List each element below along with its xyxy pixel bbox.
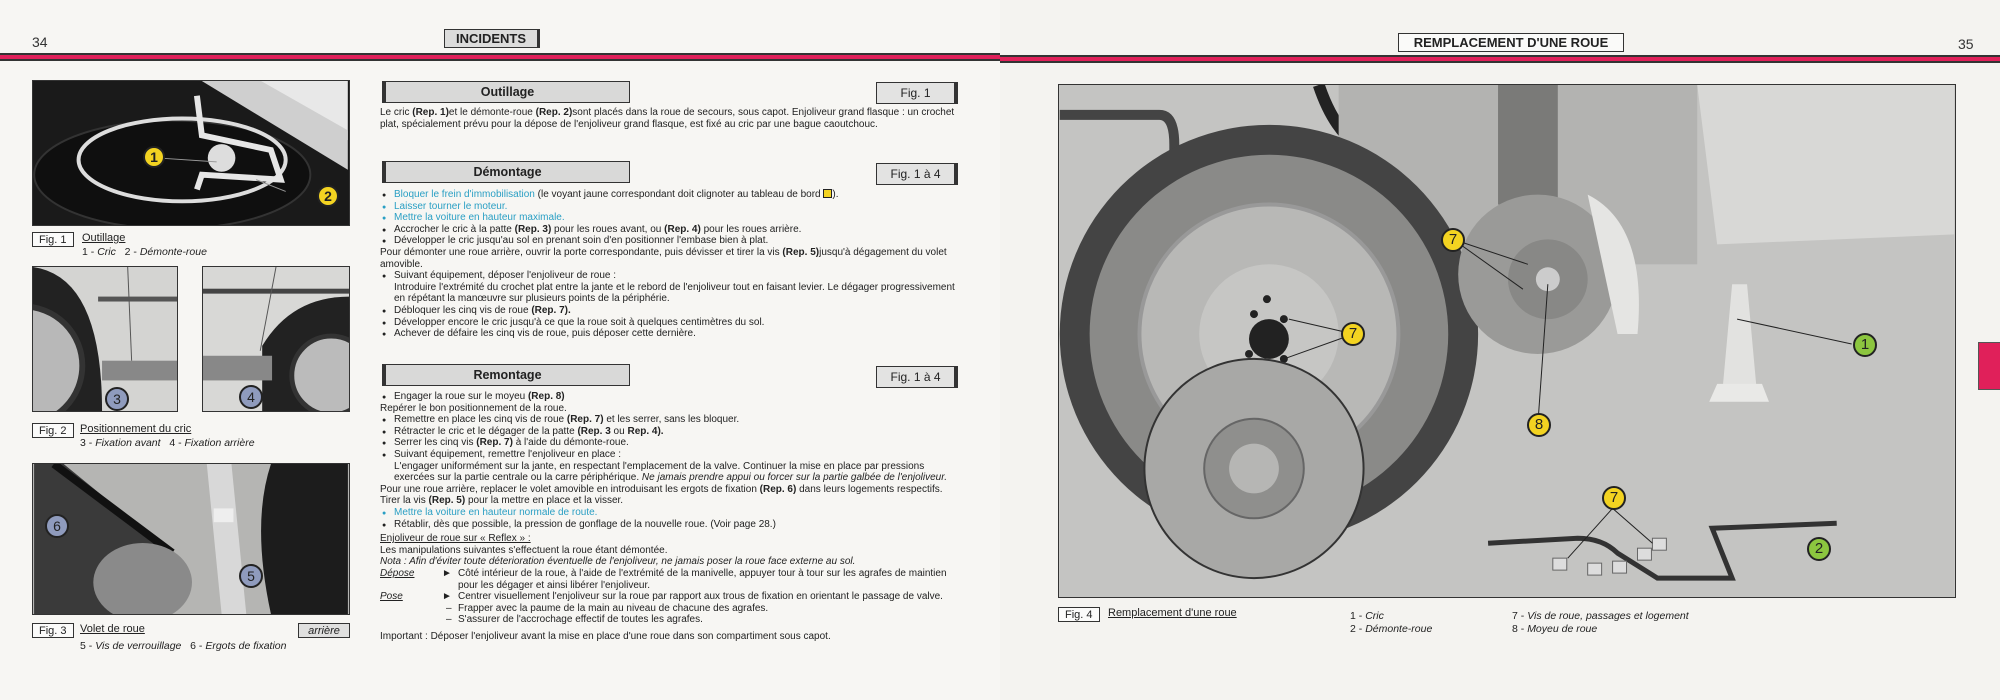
demontage-text: ● Bloquer le frein d'immobilisation (le voyant jaune correspondant doit clignoter au tableau de bord ). ● Laisser tourner le moteur. ● Mettre la voiture en hauteur maximale. ● Accrocher le cric à la patte (Rep. 3) pour les roues avant, ou (Rep. 4) pour les roues arrière. ● Développer le cric jusqu'au sol en prenant soin d'en positionner l'embase bien à plat. Pour démonter une roue arrière, ouvrir la porte correspondante, puis dévisser et tirer la vis (Rep. 5)jusqu'à dégagement du volet amovible. ● Suivant équipement, déposer l'enjoliveur de roue : Introduire l'extrémité du crochet plat entre la jante et le rebord de l'enjoliveur tout en faisant levier. Le dégager progressivement en répétant la manœuvre sur plusieurs points de la périphérie. ● Débloquer les cinq vis de roue (Rep. 7). ● Développer encore le cric jusqu'à ce que la roue soit à quelques centimètres du sol. ● Achever de défaire les cinq vis de roue, puis déposer cette dernière. [380,189,956,340]
section-title-demontage: Démontage [382,161,630,183]
fig2-photo-rear [202,266,350,412]
fig4-label: Fig. 4 [1058,607,1100,622]
section-thumb-tab [1978,342,2000,390]
callout-6: 6 [45,514,69,538]
caption-num: 4 - [169,437,182,449]
callout-1: 1 [1853,333,1877,357]
page-number-right: 35 [1958,36,1974,52]
callout-1: 1 [143,146,165,168]
caption-text: Fixation avant [95,437,161,449]
caption-num: 5 - [80,640,93,652]
header-rule [0,53,1000,61]
callout-3: 3 [105,387,129,411]
callout-7-hub: 7 [1441,228,1465,252]
callout-4: 4 [239,385,263,409]
fig3-title: Volet de roue [80,623,145,635]
fig1-caption [82,246,207,258]
fig3-photo [32,463,350,615]
caption-text: Fixation arrière [184,437,255,449]
section-title-remontage: Remontage [382,364,630,386]
fig3-caption [80,640,286,652]
fig4-legend-col1: 1 - Cric 2 - Démonte-roue [1350,610,1433,635]
page-number-left: 34 [32,34,48,50]
figref-outillage: Fig. 1 [876,82,958,104]
caption-text: Vis de verrouillage [95,640,182,652]
callout-8: 8 [1527,413,1551,437]
figref-remontage: Fig. 1 à 4 [876,366,958,388]
callout-2: 2 [1807,537,1831,561]
fig2-title: Positionnement du cric [80,423,192,435]
fig2-photo-front [32,266,178,412]
callout-2: 2 [317,185,339,207]
fig3-label: Fig. 3 [32,623,74,638]
fig1-title: Outillage [82,232,126,244]
callout-5: 5 [239,564,263,588]
caption-num: 3 - [80,437,93,449]
caption-text: Démonte-roue [139,246,207,258]
figref-demontage: Fig. 1 à 4 [876,163,958,185]
right-page [1000,0,2000,700]
remontage-text: ● Engager la roue sur le moyeu (Rep. 8) Repérer le bon positionnement de la roue. ● Remettre en place les cinq vis de roue (Rep. 7) et les serrer, sans les bloquer. ● Rétracter le cric et le dégager de la patte (Rep. 3 ou Rep. 4). ● Serrer les cinq vis (Rep. 7) à l'aide du démonte-roue. ● Suivant équipement, remettre l'enjoliveur en place : L'engager uniformément sur la jante, en respectant l'emplacement de la valve. Continuer la mise en place par pressions exercées sur la partie centrale ou la carre périphérique. Ne jamais prendre appui ou forcer sur la partie galbée de l'enjoliveur. Pour une roue arrière, replacer le volet amovible en introduisant les ergots de fixation (Rep. 6) dans leurs logements respectifs. Tirer la vis (Rep. 5) pour la mettre en place et la visser. ● Mettre la voiture en hauteur normale de route. ● Rétablir, dès que possible, la pression de gonflage de la nouvelle roue. (Voir page 28.) Enjoliveur de roue sur « Reflex » : Les manipulations suivantes s'effectuent la roue étant démontée. Nota : Afin d'éviter toute déterioration éventuelle de l'enjoliveur, ne jamais poser la roue face externe au sol. Dépose ► Côté intérieur de la roue, à l'aide de l'extrémité de la manivelle, appuyer tour à tour sur les agrafes de maintien pour les dégager et ainsi libérer l'enjoliveur. Pose ► Centrer visuellement l'enjoliveur sur la roue par rapport aux trous de fixation en orientant le passage de valve. – Frapper avec la paume de la main au niveau de chacune des agrafes. – S'assurer de l'accrochage effectif de toutes les agrafes. Important : Déposer l'enjoliveur avant la mise en place d'une roue dans son compartiment sous capot. [380,391,956,642]
caption-num: 6 - [190,640,203,652]
callout-7-spare: 7 [1341,322,1365,346]
fig1-photo [32,80,350,226]
header-rule [1000,55,2000,63]
fig2-caption [80,437,255,449]
callout-7-bolts: 7 [1602,486,1626,510]
section-header-remplacement: REMPLACEMENT D'UNE ROUE [1398,33,1624,52]
caption-num: 1 - [82,246,95,258]
fig4-legend-col2: 7 - Vis de roue, passages et logement 8 - Moyeu de roue [1512,610,1689,635]
fig4-photo [1058,84,1956,598]
caption-text: Cric [97,246,116,258]
fig1-label: Fig. 1 [32,232,74,247]
fig3-tag: arrière [298,623,350,638]
caption-num: 2 - [124,246,137,258]
section-title-outillage: Outillage [382,81,630,103]
fig2-label: Fig. 2 [32,423,74,438]
outillage-text: Le cric (Rep. 1)et le démonte-roue (Rep. 2)sont placés dans la roue de secours, sous capot. Enjoliveur grand flasque : un crochet plat, spécialement prévu pour la dépose de l'enjoliveur grand flasque, est fixé au cric par une bague caoutchouc. [380,107,955,130]
section-header-incidents: INCIDENTS [444,29,540,48]
fig4-title: Remplacement d'une roue [1108,607,1237,619]
caption-text: Ergots de fixation [205,640,287,652]
